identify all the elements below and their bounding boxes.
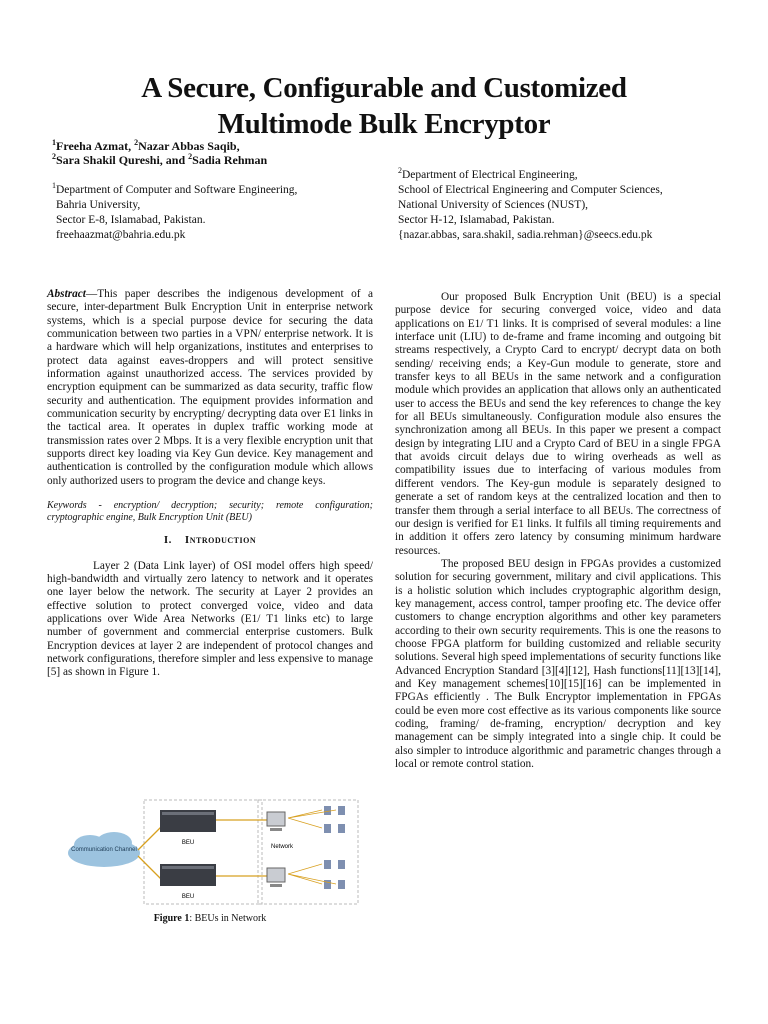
beu-label-bottom: BEU xyxy=(181,894,195,900)
title-line-2: Multimode Bulk Encryptor xyxy=(217,108,551,140)
beu-device-top-icon xyxy=(160,810,216,832)
abstract: Abstract—This paper describes the indigenous development of a secure, inter-department Bulk Encryption Unit in enterprise network systems, which is a special purpose device for securing the data communication between two parties in a VPN/ enterprise network. It is a hardware which will help organizations, institutes and enterprises to protect data against eaves-droppers and will protect sensitive information against unauthorized access. The services provided by encryption equipment can be summarized as data security, traffic flow security and authentication. The equipment provides information and communication security by encrypting/ decrypting data over E1 links in the tactical area. It operates in duplex traffic working mode at transmission rates over 2 Mbps. It is a very flexible encryption unit that supports direct key loading via Key Gun device. Key management and authentication is controlled by the configuration module which allows only authorized users to program the device and change keys. xyxy=(47,288,373,487)
author-list xyxy=(52,139,267,167)
right-paragraph-1: Our proposed Bulk Encryption Unit (BEU) is a special purpose device for securing converged voice, video and data applications on E1/ T1 links. It is comprised of several modules: a line interface unit (LIU) to de-frame and frame incoming and outgoing bit streams respectively, a Crypto Card to encrypt/ decrypt data on both sending/ receiving ends; a Key-Gun module to generate, store and transfer keys to all BEUs in the same network and a configuration module which provides an application that allows only an authenticated user to access the BEUs and send the key references to change the key for all BEUs simultaneously. Configuration module also ensures the synchronization among all BEUs. In this paper we present a compact design by integrating LIU and a Crypto Card of BEU in a single FPGA that avoids circuit delays due to wiring overheads as well as compatibility issues due to interfacing of various modules from different vendors. The Key-gun module is separately designed to generate a set of random keys at the centralized location and then to transfer them through a serial interface to all BEUs. The correctness of our design is verified for E1 links. It fulfils all timing requirements and in addition it offers zero latency by consuming minimum hardware resources. xyxy=(395,291,721,557)
paper-title xyxy=(0,70,768,142)
link-line xyxy=(138,826,162,880)
right-column xyxy=(395,291,721,771)
author-line-1: $^1$Freeha Azmat, $^2$Nazar Abbas Saqib, xyxy=(52,138,240,153)
network-label: Network xyxy=(270,844,294,850)
left-column xyxy=(47,288,373,680)
figure-caption: Figure 1: BEUs in Network xyxy=(153,913,267,924)
intro-paragraph: Layer 2 (Data Link layer) of OSI model offers high speed/ high-bandwidth and virtually zero latency to network and it operates one layer below the network. The security at Layer 2 provides an effective solution to protect converged voice, video and data applications over Wide Area Networks (E1/ T1 links etc) to large number of government and commercial enterprise customers. Bulk Encryption devices at layer 2 are independent of protocol changes and network configurations, therefore simpler and less expensive to manage [5] as shown in Figure 1. xyxy=(47,559,373,679)
title-line-1: A Secure, Configurable and Customized xyxy=(141,72,627,104)
cloud-label: Communication Channel xyxy=(71,847,137,853)
affiliation-left: $^1$Department of Computer and Software Engineering, Bahria University, Sector E-8, Islamabad, Pakistan. freehaazmat@bahria.edu.pk xyxy=(52,181,298,241)
beu-device-bottom-icon xyxy=(160,864,216,886)
figure-beus-in-network xyxy=(62,798,362,908)
host-links xyxy=(288,810,336,884)
affiliation-right: $^2$Department of Electrical Engineering, School of Electrical Engineering and Computer Sciences, National University of Sciences (NUST), Sector H-12, Islamabad, Pakistan. {nazar.abbas, sara.shakil, sadia.rehman}@seecs.edu.pk xyxy=(398,166,663,241)
network-hosts-icon xyxy=(324,806,345,889)
keywords: Keywords - encryption/ decryption; security; remote configuration; cryptographic engine, Bulk Encryption Unit (BEU) xyxy=(47,500,373,524)
beu-label-top: BEU xyxy=(181,840,195,846)
abstract-label: Abstract xyxy=(47,288,86,300)
section-heading: I. Introduction xyxy=(163,534,257,547)
beu-to-network-line xyxy=(216,820,267,876)
author-line-2: $^2$Sara Shakil Qureshi, and $^2$Sadia Rehman xyxy=(52,152,268,167)
right-paragraph-2: The proposed BEU design in FPGAs provides a customized solution for securing government, military and civil applications. This is a holistic solution which includes cryptographic algorithm design, key management, access control, tamper proofing etc. The device offer customers to change encryption algorithms and other key parameters according to their own security requirements. This is one the reasons to choose FPGA platform for building customized and reliable security solutions. Several high speed implementations of security functions like Advanced Encryption Standard [3][4][12], Hash functions[11][13][14], and Key management schemes[10][15][16] can be implemented in FPGAs efficiently . The Bulk Encryptor implementation in FPGAs could be even more cost effective as its various components like source coding, framing/ de-framing, encryption/ decryption and key management can be simply integrated into a single chip. It could be also simpler to introduce algorithmic and parametric changes through a local or remote control station. xyxy=(395,557,721,771)
